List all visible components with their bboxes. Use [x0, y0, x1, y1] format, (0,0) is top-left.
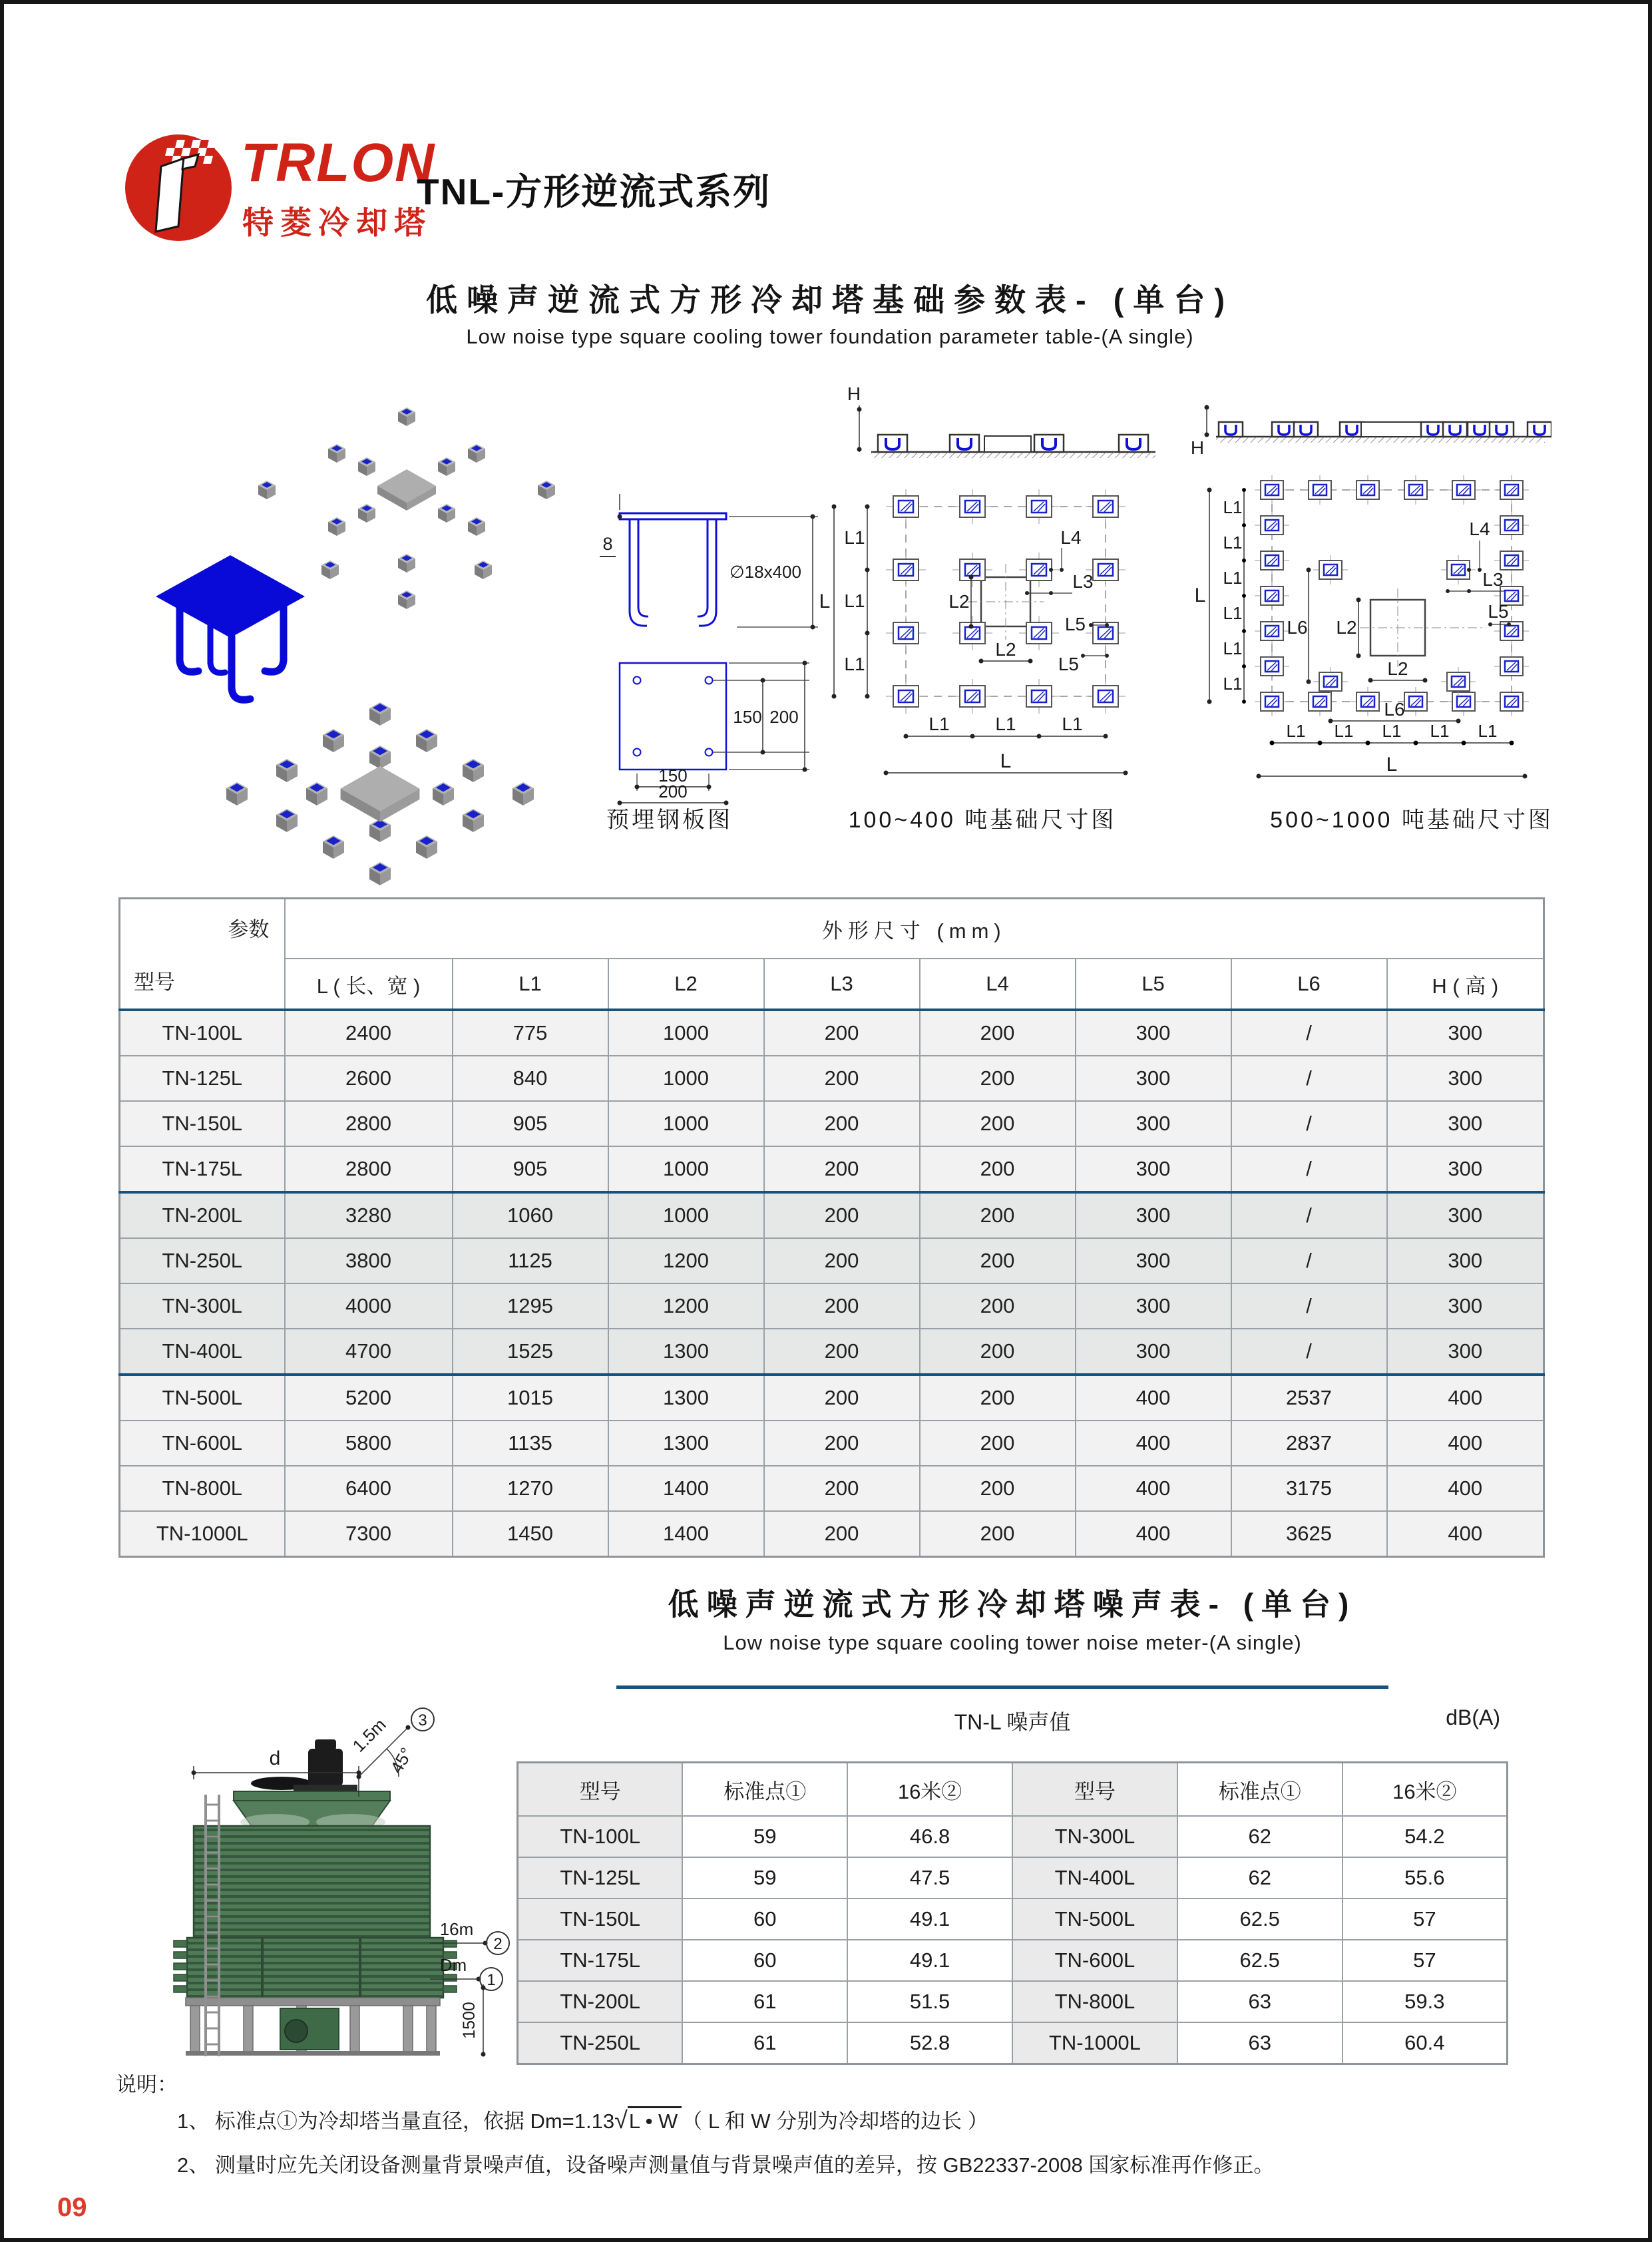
value-cell: 200	[764, 1010, 920, 1056]
dim-L1-label: L1	[1223, 674, 1243, 694]
value-cell: 200	[920, 1283, 1076, 1329]
value-cell: 300	[1387, 1238, 1544, 1283]
page-title: TNL-方形逆流式系列	[417, 171, 771, 212]
foundation-section-subtitle: Low noise type square cooling tower foundation parameter table-(A single)	[466, 325, 1194, 348]
value-cell: 300	[1076, 1146, 1231, 1192]
noise-table-meta	[516, 1699, 1508, 1737]
model-cell: TN-500L	[120, 1375, 285, 1421]
anchor-spec-label: ∅18x400	[729, 562, 801, 582]
value-cell: 1525	[453, 1329, 608, 1375]
value-cell: 300	[1387, 1056, 1544, 1101]
column-header: 型号	[518, 1763, 683, 1817]
dim-L1-label: L1	[844, 590, 865, 611]
value-cell: 1000	[608, 1056, 764, 1101]
dimensions-group-header: 外形尺寸 (mm)	[285, 899, 1544, 959]
dim-L5-label: L5	[1064, 614, 1086, 634]
table-row	[120, 1056, 1544, 1101]
noise-section-subtitle: Low noise type square cooling tower noise meter-(A single)	[723, 1631, 1302, 1654]
anchor-block-cluster-lower	[226, 702, 534, 885]
dim-L1-label: L1	[929, 714, 950, 734]
value-cell: 49.1	[847, 1940, 1012, 1981]
table-row	[518, 1857, 1508, 1899]
value-cell: 200	[764, 1421, 920, 1466]
dim-L1-label: L1	[1382, 721, 1402, 741]
table-row	[120, 1329, 1544, 1375]
value-cell: 200	[920, 1466, 1076, 1511]
divider	[616, 1685, 1388, 1689]
dim-L1-label: L1	[1286, 721, 1306, 741]
value-cell: 59	[682, 1857, 847, 1899]
value-cell: 905	[453, 1101, 608, 1146]
unit-label: dB(A)	[1446, 1705, 1500, 1729]
dim-Dm-label: Dm	[439, 1955, 467, 1975]
value-cell: 300	[1387, 1101, 1544, 1146]
dim-L1-label: L1	[1062, 714, 1083, 734]
noise-table	[516, 1761, 1508, 2065]
value-cell: 200	[764, 1056, 920, 1101]
noise-section	[516, 1580, 1508, 2066]
column-header: H ( 高 )	[1387, 959, 1544, 1010]
model-cell: TN-250L	[518, 2022, 683, 2064]
dim-L4-label: L4	[1060, 527, 1082, 548]
model-cell: TN-200L	[120, 1192, 285, 1238]
cooling-tower-figure	[94, 1625, 513, 2061]
caption-plan-500-1000: 500~1000 吨基础尺寸图	[1270, 807, 1553, 833]
value-cell: 6400	[285, 1466, 453, 1511]
dim-L1-label: L1	[1334, 721, 1354, 741]
point-3-badge: 3	[418, 1711, 427, 1729]
value-cell: 1300	[608, 1375, 764, 1421]
table-row	[120, 1375, 1544, 1421]
model-cell: TN-300L	[120, 1283, 285, 1329]
value-cell: 200	[764, 1375, 920, 1421]
value-cell: 3175	[1231, 1466, 1387, 1511]
value-cell: 200	[764, 1511, 920, 1557]
dim-L5-label: L5	[1058, 654, 1079, 674]
dim-L3-label: L3	[1482, 569, 1504, 590]
corner-label-parameter: 参数	[228, 918, 270, 941]
dim-16m-label: 16m	[439, 1919, 474, 1939]
value-cell: 1400	[608, 1466, 764, 1511]
model-cell: TN-800L	[1012, 1981, 1177, 2022]
value-cell: /	[1231, 1146, 1387, 1192]
table-row	[120, 1421, 1544, 1466]
model-cell: TN-200L	[518, 1981, 683, 2022]
table-row	[120, 1101, 1544, 1146]
value-cell: 300	[1076, 1010, 1231, 1056]
noise-section-title: 低噪声逆流式方形冷却塔噪声表- (单台)	[668, 1587, 1357, 1622]
model-cell: TN-500L	[1012, 1899, 1177, 1940]
value-cell: 1125	[453, 1238, 608, 1283]
value-cell: 47.5	[847, 1857, 1012, 1899]
model-cell: TN-1000L	[1012, 2022, 1177, 2064]
table-row	[120, 1283, 1544, 1329]
value-cell: /	[1231, 1238, 1387, 1283]
table-row	[120, 1466, 1544, 1511]
column-header: 16米②	[1342, 1763, 1508, 1817]
value-cell: 200	[920, 1329, 1076, 1375]
foundation-plan-100-400	[793, 373, 1169, 806]
value-cell: 400	[1076, 1421, 1231, 1466]
dim-L2-label: L2	[948, 591, 970, 612]
value-cell: 400	[1076, 1466, 1231, 1511]
value-cell: 200	[920, 1101, 1076, 1146]
value-cell: 1060	[453, 1192, 608, 1238]
model-cell: TN-400L	[120, 1329, 285, 1375]
value-cell: 62	[1177, 1816, 1342, 1857]
dim-L1-label: L1	[1223, 497, 1243, 517]
value-cell: 200	[764, 1146, 920, 1192]
value-cell: /	[1231, 1056, 1387, 1101]
model-cell: TN-600L	[120, 1421, 285, 1466]
dim-H-label: H	[1190, 437, 1205, 458]
value-cell: 200	[920, 1375, 1076, 1421]
foundation-table	[118, 897, 1545, 1558]
value-cell: 200	[920, 1511, 1076, 1557]
value-cell: 200	[920, 1056, 1076, 1101]
notes-block	[116, 2068, 1567, 2193]
value-cell: 60	[682, 1940, 847, 1981]
dim-H-label: H	[847, 383, 861, 404]
page-number: 09	[57, 2193, 87, 2222]
dim-L1-label: L1	[995, 714, 1016, 734]
value-cell: 200	[764, 1101, 920, 1146]
foundation-table-container	[118, 897, 1545, 1558]
value-cell: 200	[920, 1421, 1076, 1466]
table-row	[120, 1146, 1544, 1192]
model-cell: TN-100L	[120, 1010, 285, 1056]
value-cell: 200	[920, 1146, 1076, 1192]
value-cell: /	[1231, 1101, 1387, 1146]
column-header: L5	[1076, 959, 1231, 1010]
value-cell: 1000	[608, 1101, 764, 1146]
dim-L1-label: L1	[1223, 638, 1243, 658]
radicand: L • W	[628, 2106, 682, 2133]
value-cell: 1015	[453, 1375, 608, 1421]
value-cell: 2800	[285, 1101, 453, 1146]
value-cell: 1000	[608, 1146, 764, 1192]
point-1-badge: 1	[487, 1971, 496, 1989]
dim-L1-label: L1	[844, 654, 865, 674]
radical-sign: √	[614, 2106, 628, 2133]
dim-d-label: d	[269, 1747, 281, 1769]
value-cell: 61	[682, 2022, 847, 2064]
dim-L1-label: L1	[1223, 603, 1243, 623]
notes-heading: 说明：	[116, 2073, 178, 2096]
dim-1-5m-label: 1.5m	[348, 1714, 390, 1756]
value-cell: 62.5	[1177, 1940, 1342, 1981]
value-cell: 400	[1387, 1511, 1544, 1557]
plate-width-bottom-label: 200	[658, 782, 688, 801]
value-cell: 2400	[285, 1010, 453, 1056]
value-cell: 2600	[285, 1056, 453, 1101]
model-cell: TN-175L	[518, 1940, 683, 1981]
dim-L2-label: L2	[1336, 617, 1357, 638]
model-cell: TN-250L	[120, 1238, 285, 1283]
brand-name-chinese: 特菱冷却塔	[242, 205, 432, 240]
model-cell: TN-125L	[120, 1056, 285, 1101]
dim-L3-label: L3	[1072, 571, 1094, 592]
value-cell: 4700	[285, 1329, 453, 1375]
model-cell: TN-400L	[1012, 1857, 1177, 1899]
plate-thickness-label: 8	[602, 534, 613, 554]
value-cell: 63	[1177, 2022, 1342, 2064]
dim-L-label: L	[819, 590, 831, 612]
table-row	[120, 1238, 1544, 1283]
value-cell: 300	[1076, 1101, 1231, 1146]
caption-plan-100-400: 100~400 吨基础尺寸图	[848, 807, 1117, 833]
dim-L-label: L	[1386, 754, 1398, 776]
table-row	[120, 1511, 1544, 1557]
hole-spacing-label: 150	[733, 707, 762, 727]
value-cell: 200	[764, 1329, 920, 1375]
value-cell: 400	[1076, 1511, 1231, 1557]
corner-header-cell	[120, 899, 285, 1010]
value-cell: 1000	[608, 1010, 764, 1056]
value-cell: 3625	[1231, 1511, 1387, 1557]
value-cell: 1450	[453, 1511, 608, 1557]
trlon-logo-icon	[118, 125, 242, 248]
value-cell: 1300	[608, 1421, 764, 1466]
value-cell: 400	[1387, 1375, 1544, 1421]
value-cell: /	[1231, 1283, 1387, 1329]
value-cell: 200	[764, 1283, 920, 1329]
value-cell: 1135	[453, 1421, 608, 1466]
value-cell: 54.2	[1342, 1816, 1508, 1857]
point-2-badge: 2	[493, 1935, 503, 1953]
value-cell: 52.8	[847, 2022, 1012, 2064]
column-header: L2	[608, 959, 764, 1010]
value-cell: /	[1231, 1010, 1387, 1056]
value-cell: 300	[1387, 1329, 1544, 1375]
value-cell: 3280	[285, 1192, 453, 1238]
value-cell: 57	[1342, 1940, 1508, 1981]
column-header: 型号	[1012, 1763, 1177, 1817]
value-cell: 400	[1076, 1375, 1231, 1421]
dim-L6-label: L6	[1384, 699, 1405, 720]
caption-plate-diagram: 预埋钢板图	[606, 807, 733, 833]
value-cell: 1200	[608, 1283, 764, 1329]
value-cell: 300	[1076, 1238, 1231, 1283]
value-cell: 300	[1387, 1283, 1544, 1329]
dim-L2-label: L2	[1387, 658, 1408, 679]
foundation-section-title: 低噪声逆流式方形冷却塔基础参数表- (单台)	[425, 282, 1234, 318]
note1-suffix: （ L 和 W 分别为冷却塔的边长 ）	[682, 2110, 988, 2133]
dim-L1-label: L1	[1223, 533, 1243, 553]
column-header: 16米②	[847, 1763, 1012, 1817]
value-cell: 300	[1387, 1192, 1544, 1238]
model-cell: TN-125L	[518, 1857, 683, 1899]
value-cell: 840	[453, 1056, 608, 1101]
value-cell: 46.8	[847, 1816, 1012, 1857]
noise-value-label: TN-L 噪声值	[954, 1710, 1071, 1734]
table-row	[518, 1981, 1508, 2022]
model-cell: TN-150L	[518, 1899, 683, 1940]
model-cell: TN-175L	[120, 1146, 285, 1192]
value-cell: 49.1	[847, 1899, 1012, 1940]
value-cell: 63	[1177, 1981, 1342, 2022]
column-header: L3	[764, 959, 920, 1010]
value-cell: 60	[682, 1899, 847, 1940]
value-cell: 51.5	[847, 1981, 1012, 2022]
note-line-2: 2、 测量时应先关闭设备测量背景噪声值，设备噪声测量值与背景噪声值的差异，按 GB22337-2008 国家标准再作修正。	[177, 2153, 1275, 2177]
value-cell: 55.6	[1342, 1857, 1508, 1899]
value-cell: 300	[1076, 1329, 1231, 1375]
table-row	[518, 2022, 1508, 2064]
brand-name: TRLON	[241, 132, 436, 193]
column-header: L6	[1231, 959, 1387, 1010]
note-line-1	[177, 2104, 1567, 2137]
value-cell: 2837	[1231, 1421, 1387, 1466]
value-cell: 5800	[285, 1421, 453, 1466]
value-cell: /	[1231, 1329, 1387, 1375]
value-cell: 1300	[608, 1329, 764, 1375]
value-cell: 57	[1342, 1899, 1508, 1940]
value-cell: 300	[1076, 1056, 1231, 1101]
value-cell: 2800	[285, 1146, 453, 1192]
table-row	[120, 1192, 1544, 1238]
model-cell: TN-300L	[1012, 1816, 1177, 1857]
value-cell: 1270	[453, 1466, 608, 1511]
table-row	[120, 1010, 1544, 1056]
dim-L2-label: L2	[995, 639, 1016, 660]
plate-width-label: 200	[769, 707, 799, 727]
dim-L4-label: L4	[1469, 519, 1490, 539]
dim-L6-label: L6	[1287, 617, 1308, 638]
value-cell: 200	[920, 1010, 1076, 1056]
value-cell: 3800	[285, 1238, 453, 1283]
dim-45deg-label: 45°	[386, 1743, 417, 1777]
model-cell: TN-800L	[120, 1466, 285, 1511]
value-cell: 200	[764, 1238, 920, 1283]
dim-L1-label: L1	[1478, 721, 1498, 741]
value-cell: 1000	[608, 1192, 764, 1238]
value-cell: 300	[1387, 1146, 1544, 1192]
value-cell: 400	[1387, 1421, 1544, 1466]
value-cell: 400	[1387, 1466, 1544, 1511]
note1-prefix: 1、 标准点①为冷却塔当量直径，依据 Dm=1.13	[177, 2110, 615, 2133]
value-cell: 200	[764, 1192, 920, 1238]
value-cell: 1400	[608, 1511, 764, 1557]
value-cell: 4000	[285, 1283, 453, 1329]
value-cell: 1200	[608, 1238, 764, 1283]
value-cell: 200	[920, 1238, 1076, 1283]
value-cell: 59	[682, 1816, 847, 1857]
noise-table-container	[516, 1761, 1508, 2065]
table-row	[518, 1940, 1508, 1981]
model-cell: TN-100L	[518, 1816, 683, 1857]
model-cell: TN-150L	[120, 1101, 285, 1146]
dim-1500-label: 1500	[460, 2002, 479, 2039]
value-cell: 60.4	[1342, 2022, 1508, 2064]
column-header: L ( 长、宽 )	[285, 959, 453, 1010]
column-header: 标准点①	[682, 1763, 847, 1817]
embedded-plate-icon	[156, 555, 305, 700]
value-cell: 5200	[285, 1375, 453, 1421]
foundation-plan-500-1000	[1172, 370, 1551, 809]
model-cell: TN-600L	[1012, 1940, 1177, 1981]
model-cell: TN-1000L	[120, 1511, 285, 1557]
dim-L-label: L	[1194, 584, 1206, 606]
value-cell: 200	[764, 1466, 920, 1511]
dim-L-label: L	[1000, 750, 1012, 772]
value-cell: 905	[453, 1146, 608, 1192]
hole-spacing-bottom-label: 150	[658, 766, 688, 785]
isometric-foundation-art	[120, 367, 580, 896]
dim-L1-label: L1	[844, 527, 865, 548]
value-cell: 61	[682, 1981, 847, 2022]
value-cell: 300	[1076, 1192, 1231, 1238]
value-cell: 775	[453, 1010, 608, 1056]
value-cell: 1295	[453, 1283, 608, 1329]
table-row	[518, 1899, 1508, 1940]
column-header: L1	[453, 959, 608, 1010]
anchor-block-cluster-upper	[258, 407, 555, 609]
column-header: L4	[920, 959, 1076, 1010]
value-cell: 300	[1076, 1283, 1231, 1329]
corner-label-model: 型号	[134, 971, 175, 994]
value-cell: /	[1231, 1192, 1387, 1238]
value-cell: 59.3	[1342, 1981, 1508, 2022]
value-cell: 62	[1177, 1857, 1342, 1899]
table-row	[518, 1816, 1508, 1857]
dim-L1-label: L1	[1430, 721, 1450, 741]
value-cell: 62.5	[1177, 1899, 1342, 1940]
value-cell: 200	[920, 1192, 1076, 1238]
value-cell: 300	[1387, 1010, 1544, 1056]
dim-L1-label: L1	[1223, 568, 1243, 588]
dim-L5-label: L5	[1488, 601, 1509, 622]
column-header: 标准点①	[1177, 1763, 1342, 1817]
value-cell: 2537	[1231, 1375, 1387, 1421]
value-cell: 7300	[285, 1511, 453, 1557]
